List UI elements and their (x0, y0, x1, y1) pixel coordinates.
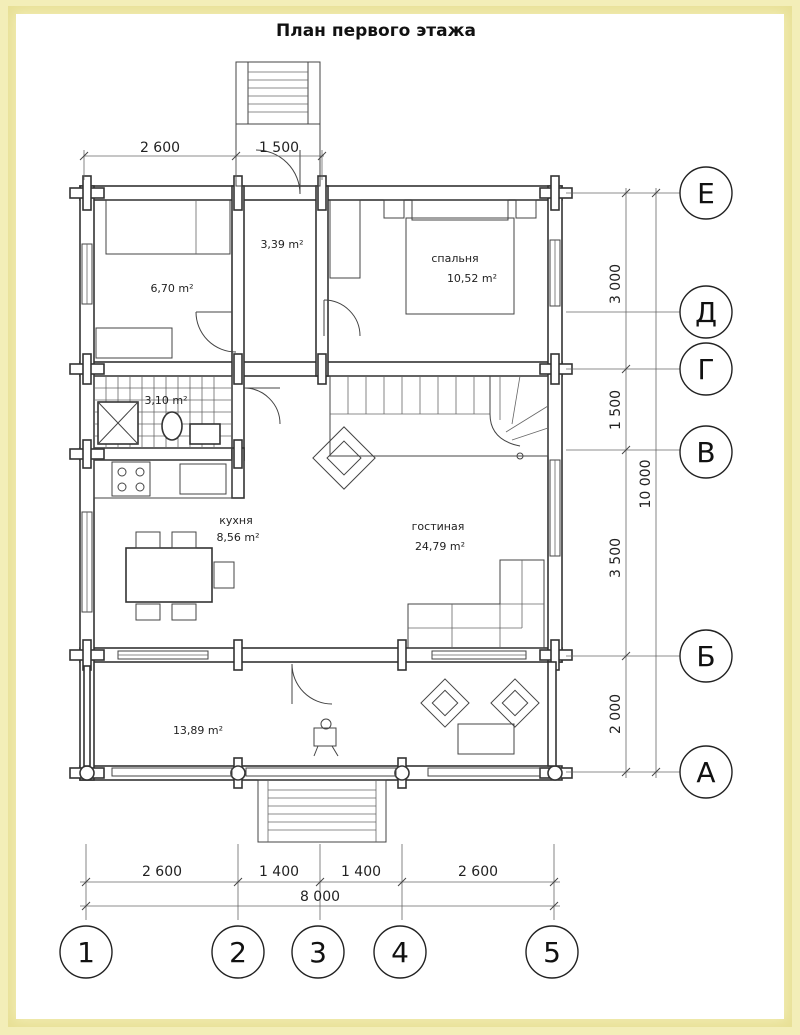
room-nw-area: 6,70 m² (150, 282, 194, 295)
axis-col-1: 1 (77, 936, 95, 969)
column-axes (60, 926, 578, 978)
bottom-total-dim: 8 000 (299, 889, 341, 905)
bedroom-area: 10,52 m² (446, 272, 498, 285)
living-furniture (313, 427, 544, 648)
axis-row-3: Г (697, 353, 715, 386)
axis-row-5: Б (696, 640, 716, 673)
bottom-porch-stairs (258, 780, 386, 842)
axis-col-3: 3 (309, 936, 327, 969)
kitchen-area: 8,56 m² (216, 531, 260, 544)
right-dim-3500: 3 500 (608, 537, 624, 579)
row-axes (680, 167, 732, 798)
hall-top-area: 3,39 m² (260, 238, 304, 251)
top-dimensions (80, 140, 326, 180)
terrace-area: 13,89 m² (172, 724, 224, 737)
axis-row-6: А (696, 756, 716, 789)
bottom-dim-3: 1 400 (340, 864, 382, 880)
right-dimensions (566, 188, 680, 778)
bathroom-area: 3,10 m² (144, 394, 188, 407)
axis-row-2: Д (695, 296, 717, 329)
bottom-dimensions (80, 844, 560, 920)
right-dim-2000: 2 000 (608, 693, 624, 735)
right-total-dim: 10 000 (638, 459, 654, 509)
living-name: гостиная (411, 520, 465, 533)
living-area: 24,79 m² (414, 540, 466, 553)
right-dim-1500: 1 500 (608, 389, 624, 431)
axis-row-1: Е (697, 177, 715, 210)
interior-staircase (330, 376, 548, 459)
right-dim-3000: 3 000 (608, 263, 624, 305)
nw-room-furniture (96, 200, 230, 358)
kitchen-furniture (94, 460, 234, 620)
bottom-dim-4: 2 600 (457, 864, 499, 880)
plan-title: План первого этажа (276, 21, 476, 41)
top-porch-stairs (236, 62, 320, 186)
terrace-furniture (314, 679, 539, 756)
kitchen-name: кухня (219, 514, 253, 527)
bathroom-fixtures (94, 376, 232, 448)
bottom-dim-1: 2 600 (141, 864, 183, 880)
bottom-dim-2: 1 400 (258, 864, 300, 880)
axis-col-2: 2 (229, 936, 247, 969)
axis-row-4: В (696, 436, 716, 469)
axis-col-5: 5 (543, 936, 561, 969)
bedroom-name: спальня (431, 252, 479, 265)
top-dim-1500: 1 500 (258, 140, 300, 156)
top-dim-2600: 2 600 (139, 140, 181, 156)
walls (70, 176, 572, 788)
axis-col-4: 4 (391, 936, 409, 969)
